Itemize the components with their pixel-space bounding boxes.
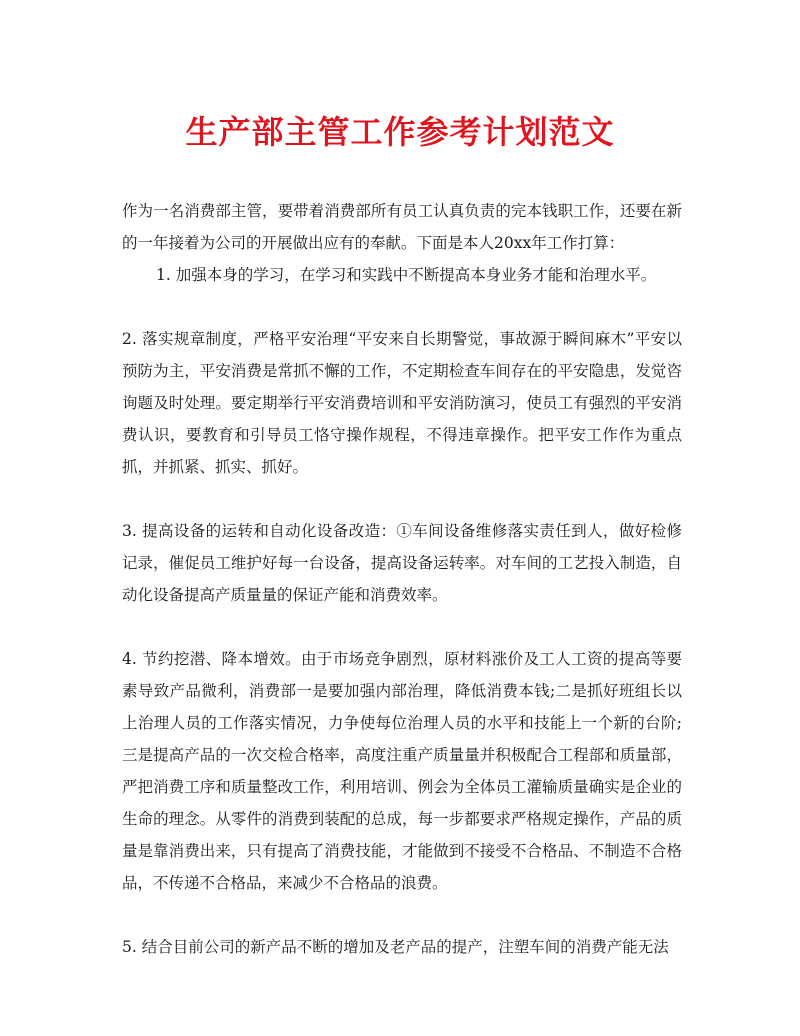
paragraph-gap — [122, 899, 682, 931]
paragraph-gap — [122, 611, 682, 643]
plan-item-4: 4. 节约挖潜、降本增效。由于市场竞争剧烈，原材料涨价及工人工资的提高等要素导致产品微利，消费部一是要加强内部治理，降低消费本钱;二是抓好班组长以上治理人员的工作落实情况，力争使每位治理人员的水平和技能上一个新的台阶;三是提高产品的一次交检合格率，高度注重产质量量并积极配合工程部和质量部，严把消费工序和质量整改工作，利用培训、例会为全体员工灌输质量确实是企业的生命的理念。从零件的消费到装配的总成，每一步都要求严格规定操作，产品的质量是靠消费出来，只有提高了消费技能，才能做到不接受不合格品、不制造不合格品，不传递不合格品，来减少不合格品的浪费。 — [122, 650, 682, 892]
plan-item-1: 1. 加强本身的学习，在学习和实践中不断提高本身业务才能和治理水平。 — [156, 266, 657, 284]
plan-item-5: 5. 结合目前公司的新产品不断的增加及老产品的提产，注塑车间的消费产能无法 — [122, 938, 669, 956]
paragraph-gap — [122, 483, 682, 515]
plan-item-2: 2. 落实规章制度，严格平安治理“平安来自长期警觉，事故源于瞬间麻木”平安以预防为主，平安消费是常抓不懈的工作，不定期检查车间存在的平安隐患，发觉咨询题及时处理。要定期举行平安消费培训和平安消防演习，使员工有强烈的平安消费认识，要教育和引导员工恪守操作规程，不得违章操作。把平安工作作为重点抓，并抓紧、抓实、抓好。 — [122, 330, 682, 476]
document-body — [122, 195, 682, 963]
document-title: 生产部主管工作参考计划范文 — [185, 113, 615, 151]
plan-item-3: 3. 提高设备的运转和自动化设备改造：①车间设备维修落实责任到人，做好检修记录，催促员工维护好每一台设备，提高设备运转率。对车间的工艺投入制造，自动化设备提高产质量量的保证产能和消费效率。 — [122, 522, 682, 604]
intro-paragraph: 作为一名消费部主管，要带着消费部所有员工认真负责的完本钱职工作，还要在新的一年接着为公司的开展做出应有的奉献。下面是本人20xx年工作打算： — [122, 202, 682, 252]
paragraph-gap — [122, 291, 682, 323]
